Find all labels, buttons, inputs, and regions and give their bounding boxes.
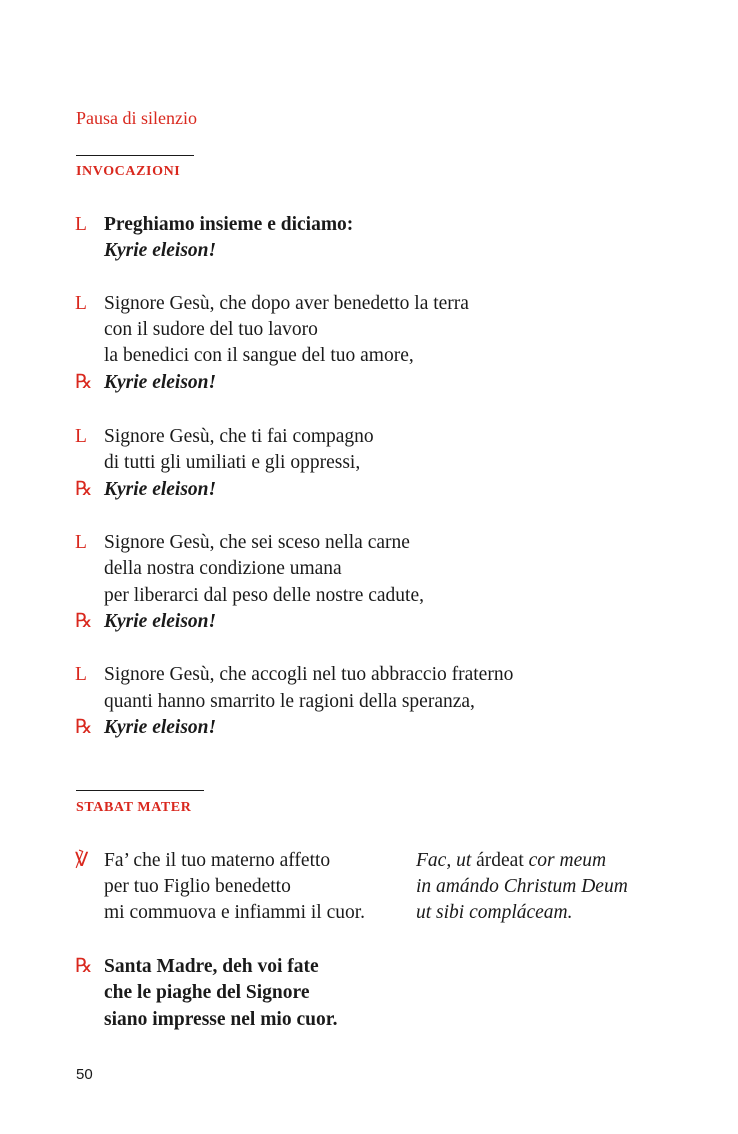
- versicle-marker: ℣: [75, 850, 89, 871]
- section-rule: [76, 155, 194, 156]
- invocation-line: quanti hanno smarrito le ragioni della speranza,: [104, 691, 475, 712]
- response-text: Kyrie eleison!: [104, 717, 217, 738]
- stabat-response-line: che le piaghe del Signore: [104, 982, 310, 1003]
- invocation-line: per liberarci dal peso delle nostre cadute,: [104, 585, 424, 606]
- section-heading-stabat-mater: STABAT MATER: [76, 800, 192, 815]
- leader-marker: L: [75, 214, 87, 235]
- leader-marker: L: [75, 664, 87, 685]
- invocation-line: la benedici con il sangue del tuo amore,: [104, 345, 414, 366]
- versicle-line: per tuo Figlio benedetto: [104, 876, 291, 897]
- response-marker: ℞: [75, 717, 93, 738]
- rubric-pausa: Pausa di silenzio: [76, 108, 197, 128]
- stabat-response-line: siano impresse nel mio cuor.: [104, 1009, 338, 1030]
- invocation-line: della nostra condizione umana: [104, 558, 342, 579]
- invocation-line: Signore Gesù, che ti fai compagno: [104, 426, 374, 447]
- latin-line: ut sibi compláceam.: [416, 902, 573, 923]
- latin-line: [416, 848, 606, 874]
- intro-line: Preghiamo insieme e diciamo:: [104, 214, 354, 235]
- response-marker: ℞: [75, 611, 93, 632]
- invocation-line: di tutti gli umiliati e gli oppressi,: [104, 452, 361, 473]
- section-rule: [76, 790, 204, 791]
- leader-marker: L: [75, 293, 87, 314]
- latin-fragment: árdeat: [471, 850, 529, 871]
- leader-marker: L: [75, 426, 87, 447]
- latin-fragment: Fac, ut: [416, 850, 472, 871]
- versicle-line: Fa’ che il tuo materno affetto: [104, 850, 331, 871]
- response-text: Kyrie eleison!: [104, 479, 217, 500]
- response-text: Kyrie eleison!: [104, 611, 217, 632]
- response-text: Kyrie eleison!: [104, 372, 217, 393]
- latin-line: in amándo Christum Deum: [416, 876, 628, 897]
- intro-response: Kyrie eleison!: [104, 240, 217, 261]
- invocation-line: Signore Gesù, che dopo aver benedetto la terra: [104, 293, 469, 314]
- invocation-line: Signore Gesù, che sei sceso nella carne: [104, 532, 410, 553]
- latin-fragment: cor meum: [528, 850, 607, 871]
- invocation-line: Signore Gesù, che accogli nel tuo abbraccio fraterno: [104, 664, 514, 685]
- leader-marker: L: [75, 532, 87, 553]
- versicle-line: mi commuova e infiammi il cuor.: [104, 902, 366, 923]
- invocation-line: con il sudore del tuo lavoro: [104, 319, 318, 340]
- response-marker: ℞: [75, 956, 93, 977]
- response-marker: ℞: [75, 372, 93, 393]
- section-heading-invocazioni: INVOCAZIONI: [76, 164, 181, 179]
- response-marker: ℞: [75, 479, 93, 500]
- page-number: 50: [76, 1066, 93, 1083]
- stabat-response-line: Santa Madre, deh voi fate: [104, 956, 319, 977]
